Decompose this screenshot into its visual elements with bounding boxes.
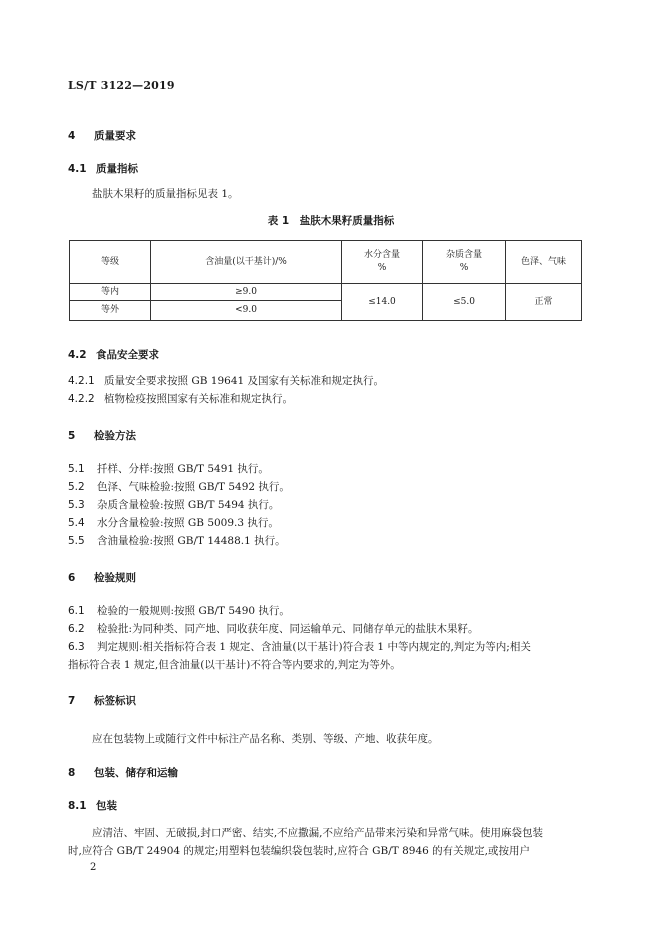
section-title: 检验规则 [94, 572, 136, 584]
list-item [68, 391, 293, 406]
section-4-heading [68, 128, 136, 143]
item-text: 杂质含量检验:按照 GB/T 5494 执行。 [97, 499, 280, 511]
section-8-heading [68, 765, 178, 780]
paragraph-line: 应清洁、牢固、无破损,封口严密、结实,不应撒漏,不应给产品带来污染和异常气味。使用麻袋包装 [92, 827, 544, 839]
header-grade: 等级 [70, 241, 151, 284]
cell-moisture: ≤14.0 [342, 284, 423, 321]
header-impurity-label: 杂质含量 [445, 250, 482, 260]
cell-oil: <9.0 [151, 301, 342, 321]
list-item [68, 639, 531, 654]
cell-impurity: ≤5.0 [423, 284, 506, 321]
header-moisture [342, 241, 423, 284]
header-moisture-label: 水分含量 [363, 250, 400, 260]
table-caption: 表 1 盐肤木果籽质量指标 [267, 215, 395, 227]
cell-color: 正常 [506, 284, 582, 321]
list-item [68, 479, 290, 494]
cell-oil: ≥9.0 [151, 284, 342, 301]
cell-grade: 等内 [70, 284, 151, 301]
list-item [68, 621, 479, 636]
section-title: 包装 [96, 800, 117, 812]
item-number: 6.1 [68, 605, 85, 617]
page-number: 2 [90, 862, 97, 873]
paragraph-line: 时,应符合 GB/T 24904 的规定;用塑料包装编织袋包装时,应符合 GB/T 8946 的有关规定,或按用户 [68, 845, 530, 857]
section-title: 食品安全要求 [96, 349, 159, 361]
item-number: 5.4 [68, 517, 85, 529]
cell-grade: 等外 [70, 301, 151, 321]
item-number: 5.2 [68, 481, 85, 493]
section-6-heading [68, 570, 136, 585]
section-number: 7 [68, 695, 76, 707]
list-item [68, 533, 286, 548]
item-number: 5.5 [68, 535, 85, 547]
list-item [68, 515, 279, 530]
item-number: 5.3 [68, 499, 85, 511]
header-color: 色泽、气味 [506, 241, 582, 284]
list-item [68, 497, 279, 512]
section-number: 4.2 [68, 349, 87, 361]
quality-table [69, 240, 582, 321]
item-text: 检验的一般规则:按照 GB/T 5490 执行。 [97, 605, 290, 617]
item-number: 6.2 [68, 623, 85, 635]
header-oil: 含油量(以干基计)/% [151, 241, 342, 284]
section-5-heading [68, 428, 136, 443]
section-number: 8 [68, 767, 76, 779]
section-title: 检验方法 [94, 430, 136, 442]
item-text: 含油量检验:按照 GB/T 14488.1 执行。 [97, 535, 286, 547]
item-continuation: 指标符合表 1 规定,但含油量(以干基计)不符合等内要求的,判定为等外。 [68, 659, 401, 671]
item-text: 质量安全要求按照 GB 19641 及国家有关标准和规定执行。 [104, 375, 385, 387]
header-impurity-unit: % [459, 263, 469, 273]
item-text: 检验批:为同种类、同产地、同收获年度、同运输单元、同储存单元的盐肤木果籽。 [97, 623, 479, 635]
section-title: 质量要求 [94, 130, 136, 142]
section-number: 8.1 [68, 800, 87, 812]
paragraph: 应在包装物上或随行文件中标注产品名称、类别、等级、产地、收获年度。 [92, 733, 439, 745]
list-item [68, 373, 384, 388]
item-number: 4.2.1 [68, 375, 95, 387]
item-text: 色泽、气味检验:按照 GB/T 5492 执行。 [97, 481, 290, 493]
section-number: 5 [68, 430, 76, 442]
header-moisture-unit: % [377, 263, 387, 273]
standard-code: LS/T 3122—2019 [68, 79, 175, 92]
section-number: 4 [68, 130, 76, 142]
item-text: 植物检疫按照国家有关标准和规定执行。 [104, 393, 293, 405]
item-number: 5.1 [68, 463, 85, 475]
section-title: 质量指标 [96, 163, 138, 175]
item-text: 判定规则:相关指标符合表 1 规定、含油量(以干基计)符合表 1 中等内规定的,判定为等内;相关 [97, 641, 531, 653]
item-number: 4.2.2 [68, 393, 95, 405]
item-text: 水分含量检验:按照 GB 5009.3 执行。 [97, 517, 279, 529]
section-number: 6 [68, 572, 76, 584]
list-item [68, 461, 269, 476]
item-text: 扦样、分样:按照 GB/T 5491 执行。 [97, 463, 269, 475]
section-8-1-heading [68, 798, 117, 813]
section-4-2-heading [68, 347, 159, 362]
table-row [70, 284, 582, 301]
list-item [68, 603, 290, 618]
paragraph: 盐肤木果籽的质量指标见表 1。 [92, 188, 239, 200]
section-7-heading [68, 693, 136, 708]
section-4-1-heading [68, 161, 138, 176]
section-title: 标签标识 [94, 695, 136, 707]
section-number: 4.1 [68, 163, 87, 175]
section-title: 包装、储存和运输 [94, 767, 178, 779]
item-number: 6.3 [68, 641, 85, 653]
header-impurity [423, 241, 506, 284]
